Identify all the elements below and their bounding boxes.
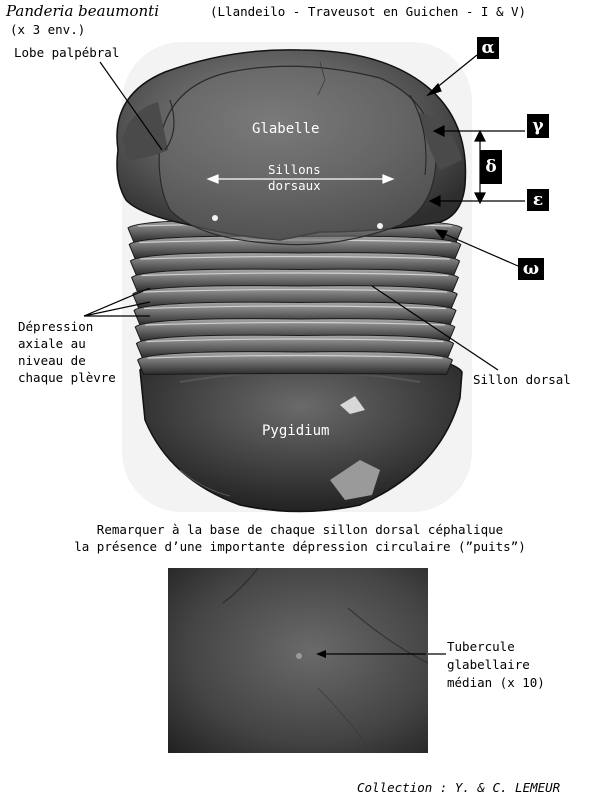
caption <box>0 521 600 555</box>
label-sillon-dorsal: Sillon dorsal <box>473 372 571 387</box>
greek-gamma-badge: γ <box>527 114 549 138</box>
greek-epsilon-badge: ε <box>527 189 549 211</box>
closeup-surface <box>168 568 428 753</box>
label-depression-axiale <box>18 318 116 386</box>
depression-line-1: Dépression <box>18 319 94 334</box>
depression-line-2: axiale au <box>18 336 86 351</box>
scale-note: (x 3 env.) <box>10 22 86 37</box>
label-sillons-1: Sillons <box>268 162 321 177</box>
label-tubercule <box>447 638 545 692</box>
depression-line-4: chaque plèvre <box>18 370 116 385</box>
species-title: Panderia beaumonti <box>6 2 160 20</box>
tubercule-line-3: médian (x 10) <box>447 675 545 690</box>
greek-omega-badge: ω <box>518 258 544 280</box>
label-pygidium: Pygidium <box>262 423 330 439</box>
collection-credit: Collection : Y. & C. LEMEUR <box>357 780 561 795</box>
tubercle-pointer-extension <box>428 650 448 660</box>
label-lobe-palpebral: Lobe palpébral <box>14 45 120 60</box>
label-glabelle: Glabelle <box>252 121 320 137</box>
locality-subtitle: (Llandeilo - Traveusot en Guichen - I & V) <box>210 4 527 19</box>
closeup-photo <box>168 568 428 753</box>
greek-alpha-badge: α <box>477 37 499 59</box>
greek-delta-badge: δ <box>480 150 502 184</box>
closeup-tubercle <box>296 653 302 659</box>
depression-line-3: niveau de <box>18 353 86 368</box>
caption-line-2: la présence d’une importante dépression circulaire (”puits”) <box>74 539 526 554</box>
tubercule-line-2: glabellaire <box>447 657 530 672</box>
label-sillons-2: dorsaux <box>268 178 321 193</box>
tubercule-line-1: Tubercule <box>447 639 515 654</box>
caption-line-1: Remarquer à la base de chaque sillon dorsal céphalique <box>96 522 504 537</box>
arrowhead-delta-top <box>475 131 485 141</box>
cephalon-shape <box>117 50 466 245</box>
